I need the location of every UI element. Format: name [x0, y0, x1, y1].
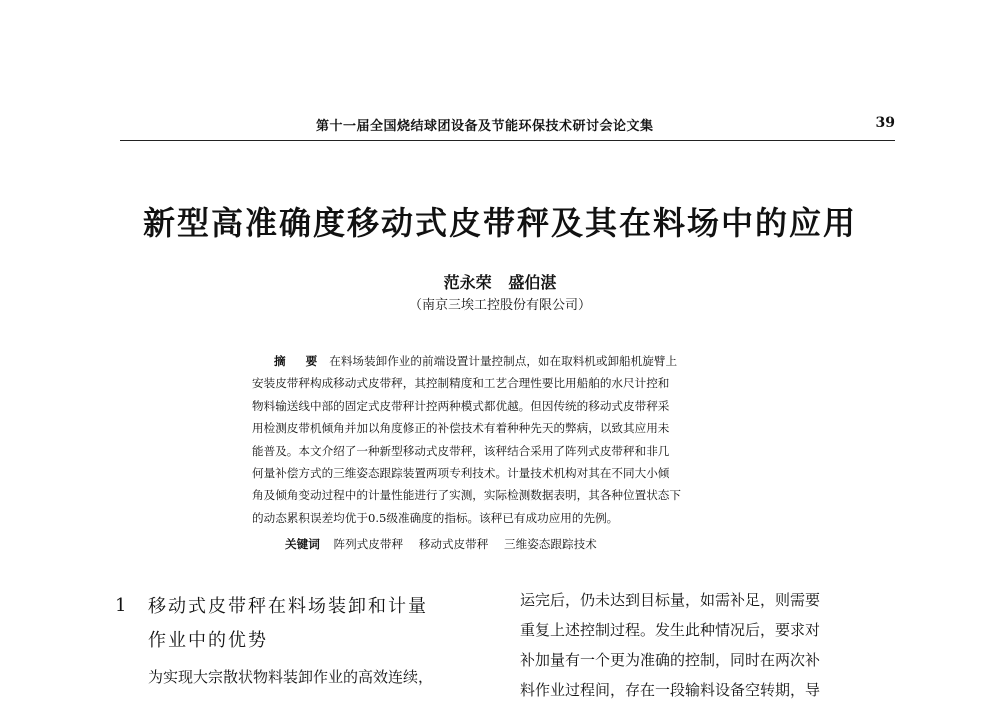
page-number: 39 [875, 115, 895, 131]
abstract-line: 安装皮带秤构成移动式皮带秤，其控制精度和工艺合理性要比用船舶的水尺计控和 [252, 376, 670, 391]
section-title-line: 移动式皮带秤在料场装卸和计量 [148, 596, 428, 617]
abstract-line [252, 350, 760, 372]
section-number: 1 [115, 595, 127, 616]
abstract-line: 的动态累积误差均优于0.5级准确度的指标。该秤已有成功应用的先例。 [252, 510, 619, 525]
section-title-line: 作业中的优势 [148, 630, 268, 651]
abstract-label: 摘 要 [274, 354, 326, 368]
right-column-body [520, 585, 900, 705]
abstract-text: 在料场装卸作业的前端设置计量控制点，如在取料机或卸船机旋臂上 [329, 354, 678, 368]
abstract [252, 350, 760, 529]
left-column-body [110, 662, 510, 692]
body-line: 料作业过程间，存在一段输料设备空转期，导 [520, 681, 821, 699]
body-line: 为实现大宗散状物料装卸作业的高效连续， [148, 668, 434, 686]
abstract-line: 能普及。本文介绍了一种新型移动式皮带秤，该秤结合采用了阵列式皮带秤和非几 [252, 443, 670, 458]
abstract-line: 何量补偿方式的三维姿态跟踪装置两项专利技术。计量技术机构对其在不同大小倾 [252, 465, 670, 480]
keyword: 阵列式皮带秤 [333, 537, 404, 551]
running-title: 第十一届全国烧结球团设备及节能环保技术研讨会论文集 [316, 119, 654, 134]
header-rule [120, 140, 895, 141]
keywords [285, 536, 609, 552]
keyword: 移动式皮带秤 [418, 537, 489, 551]
abstract-line: 角及倾角变动过程中的计量性能进行了实测，实际检测数据表明，其各种位置状态下 [252, 488, 681, 503]
body-line: 运完后，仍未达到目标量，如需补足，则需要 [520, 591, 821, 609]
keywords-label: 关键词 [285, 537, 320, 551]
body-line: 重复上述控制过程。发生此种情况后，要求对 [520, 621, 821, 639]
authors: 范永荣 盛伯湛 [443, 273, 557, 292]
section-title [148, 590, 508, 658]
affiliation: （南京三埃工控股份有限公司） [408, 298, 591, 313]
running-header [120, 115, 895, 139]
body-line: 补加量有一个更为准确的控制，同时在两次补 [520, 651, 821, 669]
paper-title: 新型高准确度移动式皮带秤及其在料场中的应用 [142, 204, 857, 242]
abstract-line: 用检测皮带机倾角并加以角度修正的补偿技术有着种种先天的弊病，以致其应用未 [252, 421, 670, 436]
abstract-line: 物料输送线中部的固定式皮带秤计控两种模式都优越。但因传统的移动式皮带秤采 [252, 398, 670, 413]
keyword: 三维姿态跟踪技术 [504, 537, 597, 551]
